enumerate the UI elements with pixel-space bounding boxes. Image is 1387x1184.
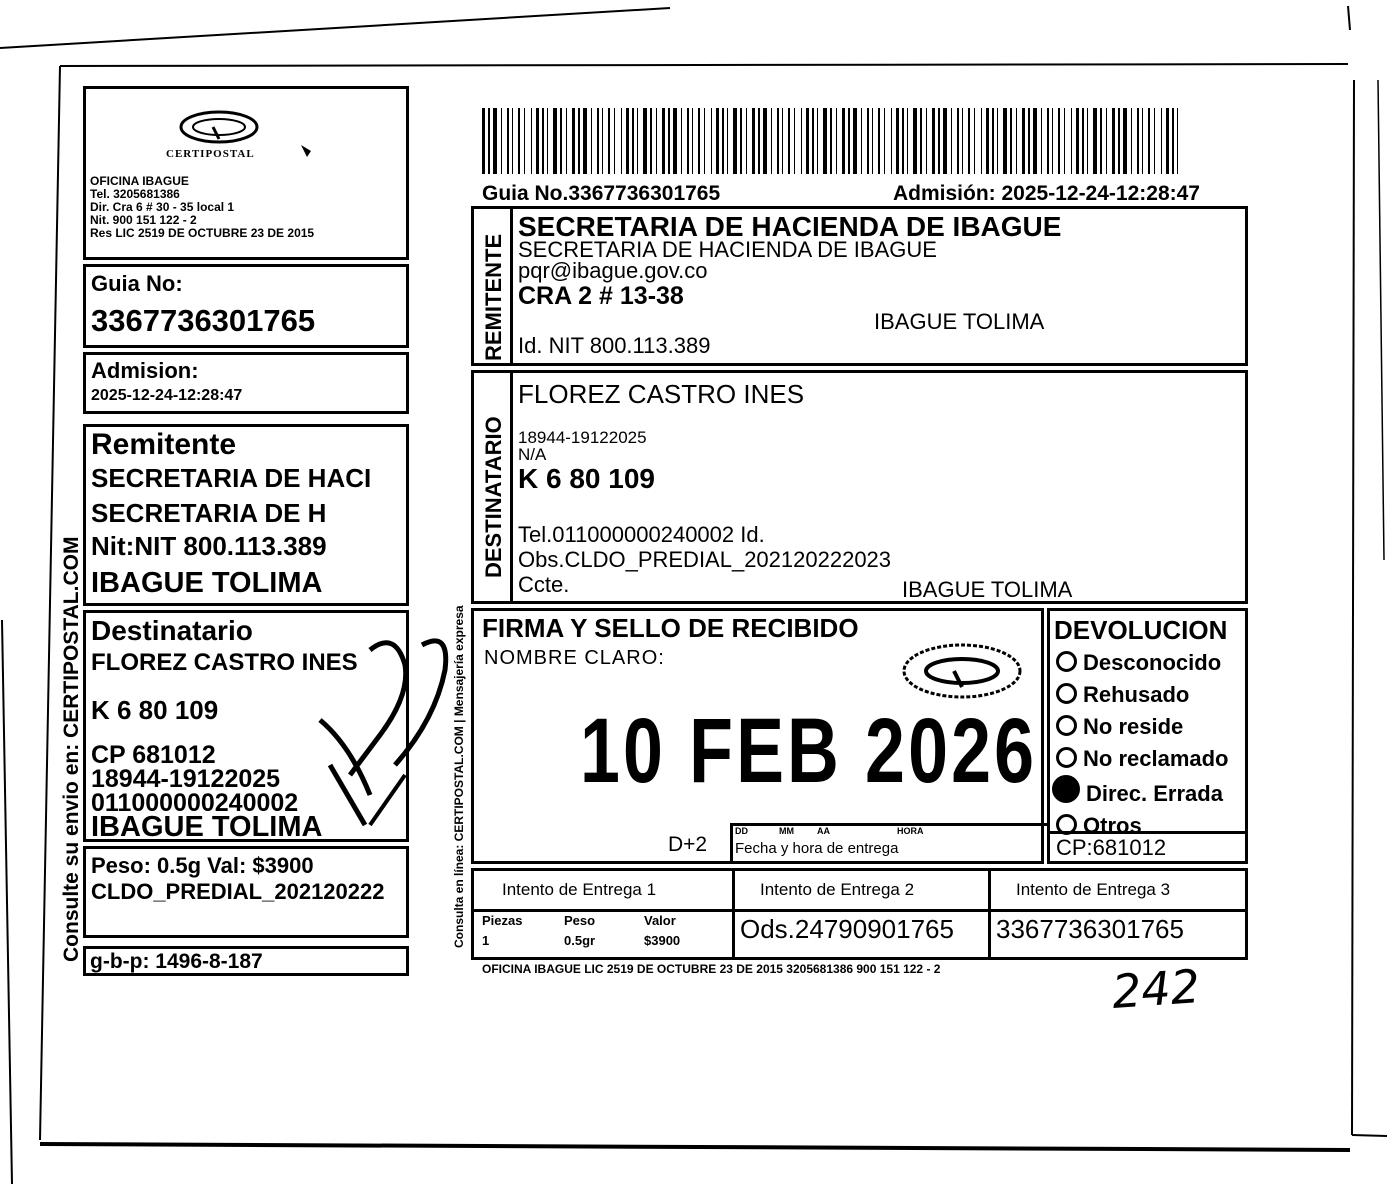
- office-box: [83, 86, 409, 260]
- destinatario-address: K 6 80 109: [91, 695, 219, 725]
- intento-1: Intento de Entrega 1: [502, 880, 657, 899]
- dest-ref: 18944-19122025: [518, 428, 647, 447]
- admision-label: Admision:: [91, 358, 199, 383]
- intento-3: Intento de Entrega 3: [1016, 880, 1171, 899]
- rem-name2: SECRETARIA DE HACIENDA DE IBAGUE: [518, 237, 937, 262]
- handwritten-number: 242: [1110, 959, 1202, 1019]
- piezas-label: Piezas: [482, 913, 523, 928]
- admision-line: Admisión: 2025-12-24-12:28:47: [893, 182, 1200, 205]
- middle-side-text: Consulta en línea: CERTIPOSTAL.COM | Mensajería expresa: [452, 605, 466, 948]
- brand-logo: [161, 105, 331, 165]
- valor-value: $3900: [644, 933, 681, 948]
- office-res: Res LIC 2519 DE OCTUBRE 23 DE 2015: [90, 226, 315, 240]
- option-rehusado[interactable]: Rehusado: [1056, 679, 1229, 711]
- remitente-panel: [471, 206, 1248, 366]
- dest-ccte: Ccte.: [518, 572, 570, 597]
- dest-name: FLOREZ CASTRO INES: [518, 379, 805, 409]
- option-direc-errada[interactable]: Direc. Errada: [1056, 775, 1229, 810]
- devolucion-panel: [1047, 608, 1248, 864]
- destinatario-cp: CP 681012: [91, 741, 216, 769]
- dest-na: N/A: [518, 445, 547, 464]
- received-date-stamp: 10 FEB 2026: [580, 700, 1038, 802]
- option-desconocido[interactable]: Desconocido: [1056, 647, 1229, 679]
- guia-label: Guia No:: [91, 271, 183, 296]
- remitente-city: IBAGUE TOLIMA: [91, 567, 323, 599]
- rem-address: CRA 2 # 13-38: [518, 282, 684, 310]
- destinatario-panel: [471, 370, 1248, 604]
- side-consult-text: Consulte su envio en: CERTIPOSTAL.COM: [60, 536, 83, 962]
- piezas-value: 1: [482, 933, 490, 948]
- remitente-tag: REMITENTE: [481, 233, 506, 361]
- ods-value: Ods.24790901765: [740, 914, 954, 944]
- destinatario-tel: 011000000240002: [91, 789, 299, 817]
- intento-2: Intento de Entrega 2: [760, 880, 915, 899]
- handwritten-scribble: [310, 625, 460, 845]
- remitente-nit: Nit:NIT 800.113.389: [91, 531, 327, 561]
- fecha-entrega-label: Fecha y hora de entrega: [735, 840, 899, 857]
- d-plus-2: D+2: [668, 833, 708, 856]
- devolucion-title: DEVOLUCION: [1054, 615, 1228, 645]
- option-no-reclamado[interactable]: No reclamado: [1056, 743, 1229, 775]
- peso-label: Peso: [564, 913, 596, 928]
- remitente-label: Remitente: [91, 428, 237, 461]
- admision-value: 2025-12-24-12:28:47: [91, 387, 243, 404]
- dd-label: DD: [735, 826, 748, 836]
- guia-box: [83, 264, 409, 348]
- peso-val: Peso: 0.5g Val: $3900: [91, 853, 314, 878]
- destinatario-city: IBAGUE TOLIMA: [91, 811, 323, 842]
- guia-value: 3367736301765: [91, 303, 316, 338]
- mm-label: MM: [779, 826, 794, 836]
- brand-logo-text: CERTIPOSTAL: [166, 148, 255, 160]
- destinatario-ref: 18944-19122025: [91, 765, 281, 793]
- remitente-box: [83, 424, 409, 606]
- intentos-panel: [471, 868, 1248, 960]
- radio-icon: [1056, 715, 1077, 736]
- destinatario-name: FLOREZ CASTRO INES: [91, 649, 358, 676]
- destinatario-label: Destinatario: [91, 615, 253, 646]
- devolucion-options: [1056, 647, 1229, 842]
- firma-title: FIRMA Y SELLO DE RECIBIDO: [482, 613, 859, 643]
- valor-label: Valor: [644, 913, 676, 928]
- guia-bottom-value: 3367736301765: [996, 914, 1184, 944]
- dest-city: IBAGUE TOLIMA: [902, 577, 1073, 602]
- admision-box: [83, 352, 409, 414]
- option-otros[interactable]: Otros: [1056, 810, 1229, 842]
- rem-name: SECRETARIA DE HACIENDA DE IBAGUE: [518, 211, 1062, 242]
- peso-box: [83, 846, 409, 938]
- dest-obs: Obs.CLDO_PREDIAL_202120222023: [518, 547, 892, 572]
- dest-address: K 6 80 109: [518, 463, 655, 494]
- office-nit: Nit. 900 151 122 - 2: [90, 213, 197, 227]
- stamp-logo: [899, 641, 1029, 701]
- aa-label: AA: [817, 826, 830, 836]
- gbp-box: [83, 946, 409, 976]
- destinatario-tag: DESTINATARIO: [481, 416, 506, 578]
- rem-city: IBAGUE TOLIMA: [874, 309, 1045, 334]
- guia-line: Guia No.3367736301765: [482, 182, 721, 205]
- nombre-claro-label: NOMBRE CLARO:: [484, 647, 665, 669]
- radio-icon: [1056, 747, 1077, 768]
- peso-value: 0.5gr: [564, 933, 596, 948]
- firma-panel: [471, 608, 1044, 864]
- office-tel: Tel. 3205681386: [90, 187, 180, 201]
- barcode: [482, 108, 1180, 174]
- hora-label: HORA: [897, 826, 924, 836]
- radio-filled-icon: [1052, 775, 1080, 803]
- office-name: OFICINA IBAGUE: [90, 174, 189, 188]
- obs-value: CLDO_PREDIAL_202120222: [91, 879, 385, 904]
- dest-tel: Tel.011000000240002 Id.: [518, 522, 765, 547]
- footer-office: OFICINA IBAGUE LIC 2519 DE OCTUBRE 23 DE 2015 3205681386 900 151 122 - 2: [482, 962, 941, 976]
- remitente-line2: SECRETARIA DE H: [91, 498, 327, 528]
- option-no-reside[interactable]: No reside: [1056, 711, 1229, 743]
- radio-icon: [1056, 683, 1077, 704]
- rem-email: pqr@ibague.gov.co: [518, 258, 708, 283]
- rem-id: Id. NIT 800.113.389: [518, 333, 711, 358]
- office-dir: Dir. Cra 6 # 30 - 35 local 1: [90, 200, 235, 214]
- radio-icon: [1056, 651, 1077, 672]
- remitente-line1: SECRETARIA DE HACI: [91, 463, 372, 493]
- devolucion-cp: CP:681012: [1056, 835, 1167, 860]
- gbp-value: g-b-p: 1496-8-187: [90, 950, 263, 973]
